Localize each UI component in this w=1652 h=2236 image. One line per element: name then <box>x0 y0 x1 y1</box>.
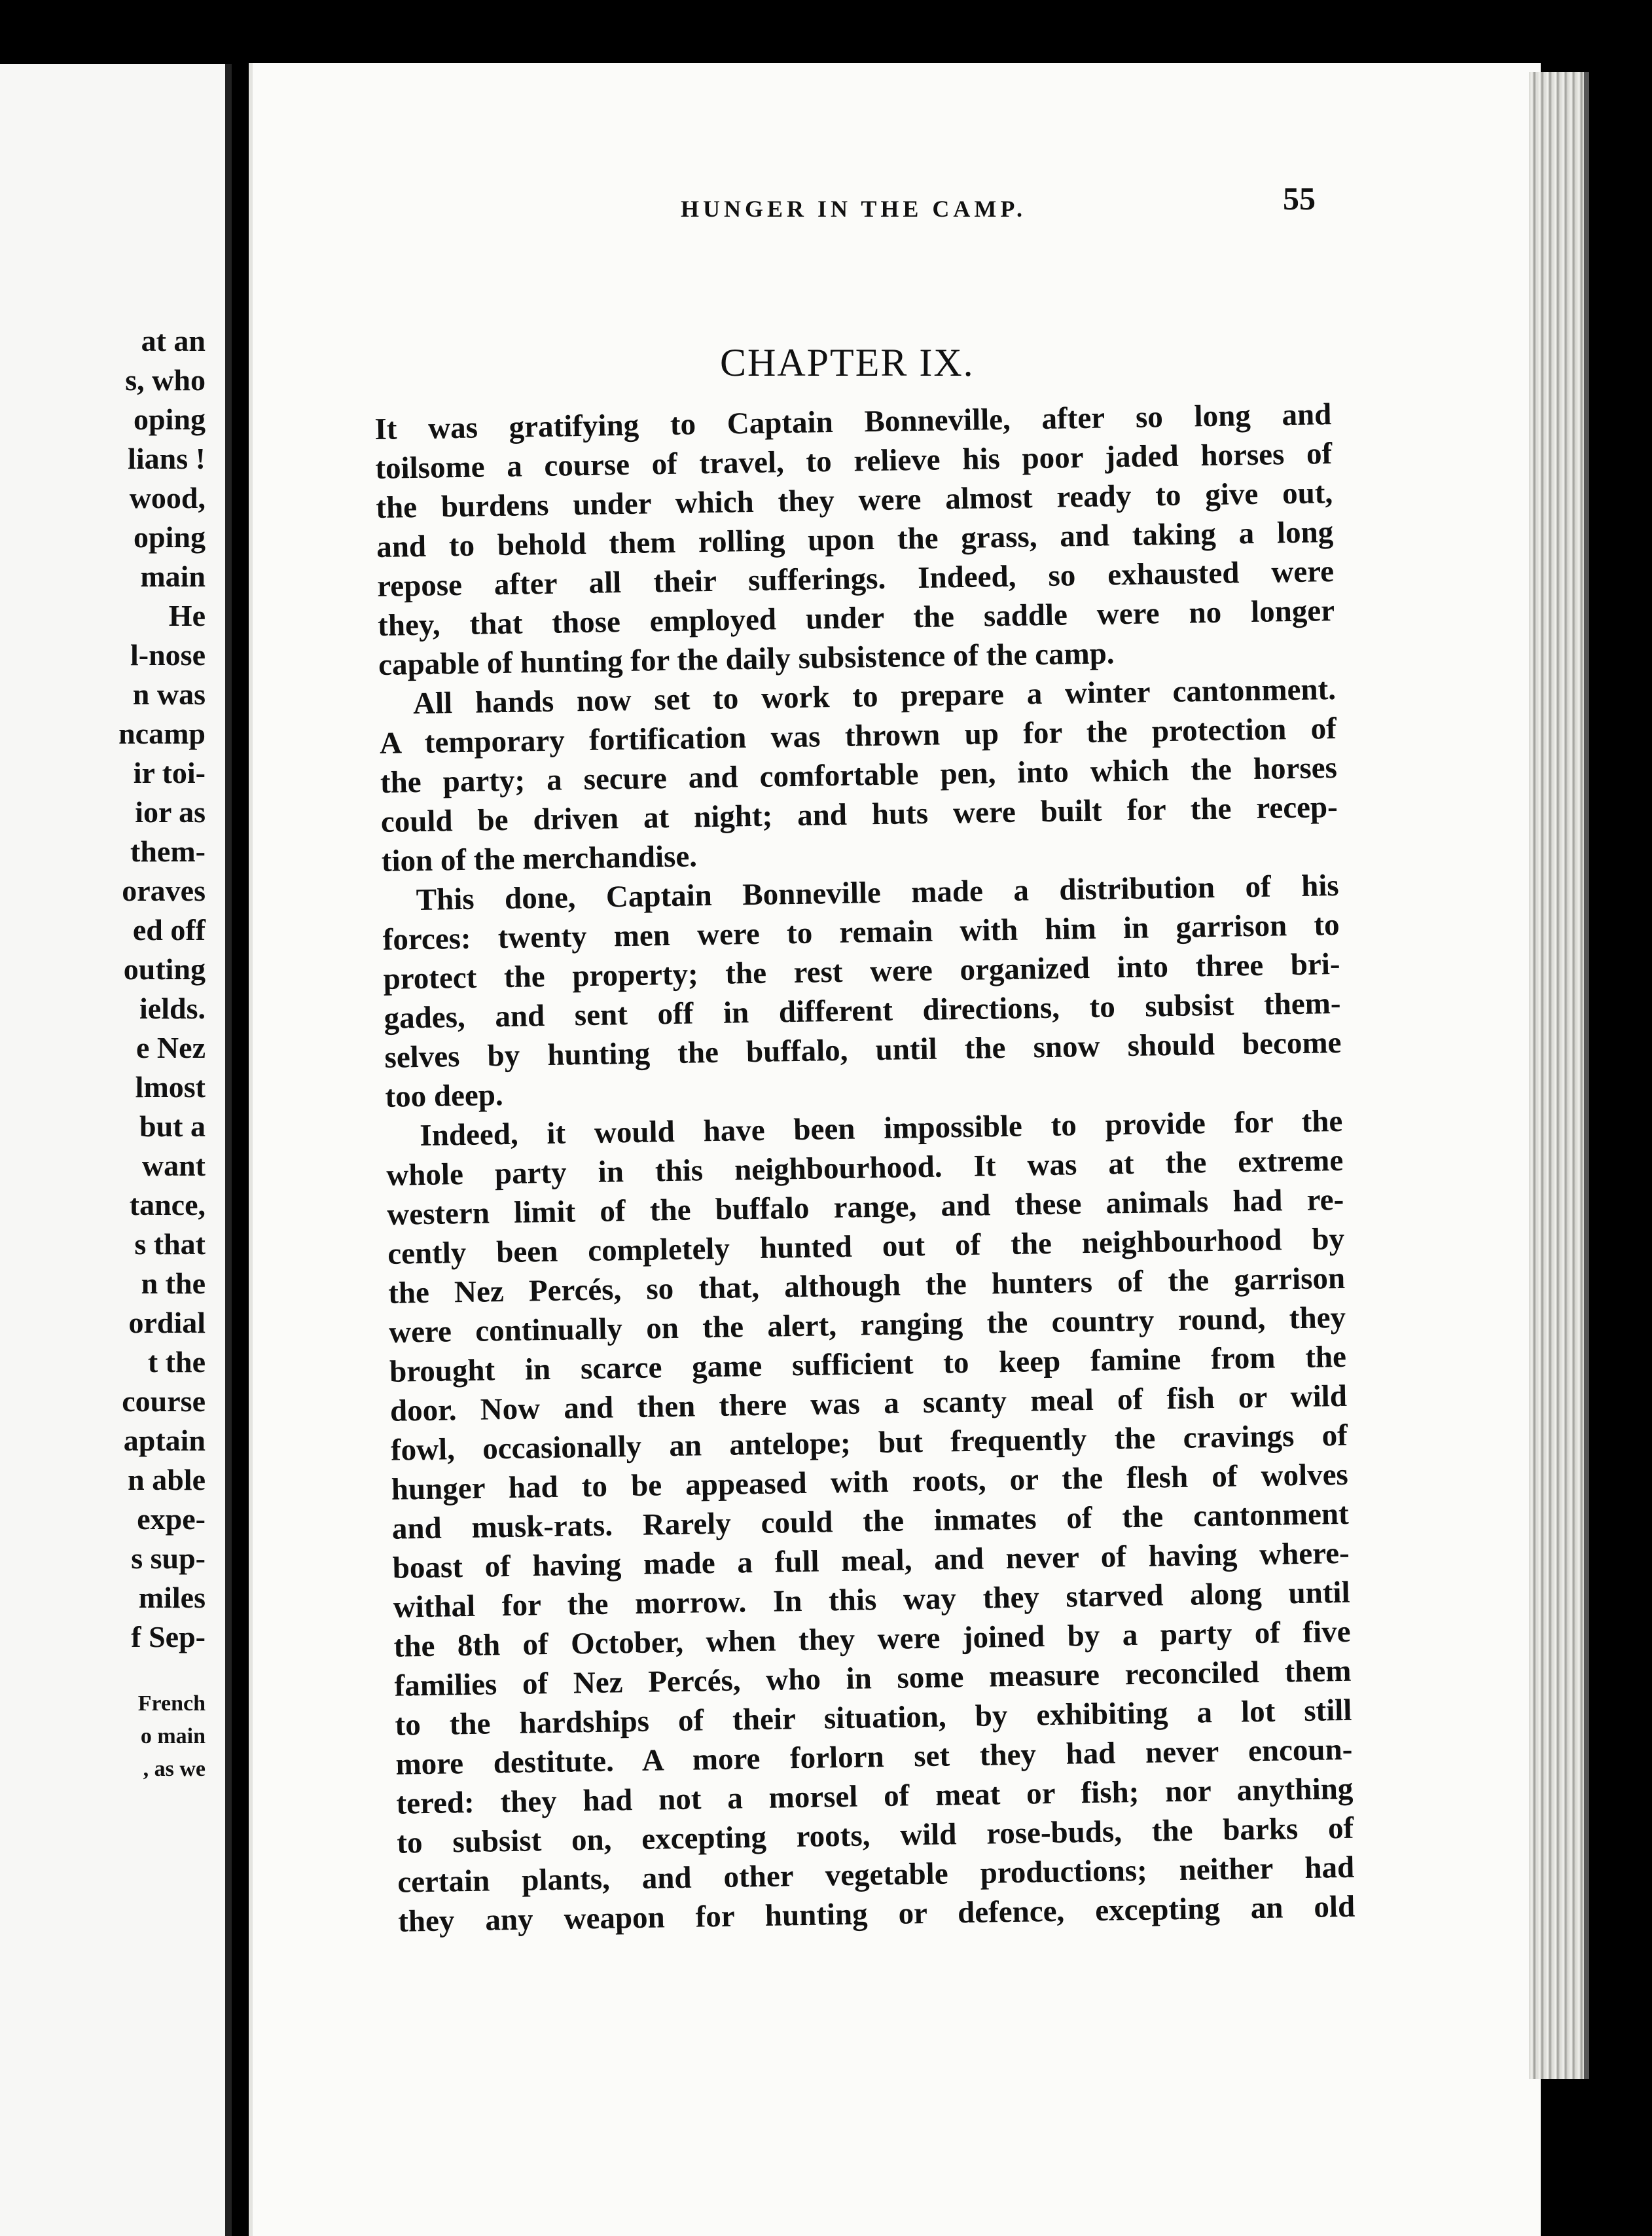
text-line: more destitute. A more forlorn set they had never encoun- <box>395 1732 1353 1782</box>
text-line: cently been completely hunted out of the neighbourhood by <box>387 1221 1345 1271</box>
facing-page-footnote-line: o main <box>140 1724 206 1748</box>
facing-page-line: course <box>122 1384 206 1418</box>
text-line: fowl, occasionally an antelope; but frequently the cravings of <box>390 1418 1348 1468</box>
facing-page-line: ordial <box>128 1306 206 1339</box>
facing-page-footnote-line: French <box>137 1691 206 1716</box>
text-line: families of Nez Percés, who in some measure reconciled them <box>394 1653 1352 1703</box>
facing-page-line: want <box>141 1149 206 1182</box>
facing-page-line: wood, <box>129 481 206 514</box>
page-number: 55 <box>1283 180 1316 217</box>
text-line: repose after all their sufferings. Indeed, so exhausted were <box>376 554 1335 604</box>
facing-page-line: main <box>140 560 206 593</box>
facing-page-line: outing <box>123 952 206 986</box>
text-line: and to behold them rolling upon the grass, and taking a long <box>376 515 1334 564</box>
text-line: the burdens under which they were almost ready to give out, <box>375 476 1333 525</box>
facing-page-line: n the <box>141 1267 206 1300</box>
text-line: tered: they had not a morsel of meat or fish; nor anything <box>396 1771 1354 1821</box>
page-edges <box>1529 72 1589 2079</box>
facing-page-line: He <box>168 599 206 632</box>
facing-page-line: ior as <box>135 795 206 829</box>
facing-page-footnote-line: , as we <box>143 1757 206 1781</box>
facing-page-line: s, who <box>125 363 206 397</box>
facing-page-line: tance, <box>129 1188 206 1221</box>
text-line: hunger had to be appeased with roots, or the flesh of wolves <box>391 1457 1349 1507</box>
text-line: the 8th of October, when they were joined by a party of five <box>393 1614 1351 1664</box>
text-line: to subsist on, excepting roots, wild rose-buds, the barks of <box>396 1811 1354 1860</box>
text-line: brought in scarce game sufficient to keep famine from the <box>389 1339 1347 1389</box>
text-line: certain plants, and other vegetable productions; neither had <box>397 1850 1355 1900</box>
text-line: could be driven at night; and huts were built for the recep- <box>380 789 1338 839</box>
facing-page-line: ir toi- <box>133 756 206 789</box>
body-text <box>374 395 1356 1941</box>
text-line: Indeed, it would have been impossible to provide for the <box>420 1104 1343 1153</box>
text-line: gades, and sent off in different directions, to subsist them- <box>384 986 1341 1036</box>
text-line: tion of the merchandise. <box>381 839 698 878</box>
facing-page-line: oping <box>134 520 206 554</box>
text-line: to the hardships of their situation, by exhibiting a lot still <box>395 1693 1352 1742</box>
facing-page-line: n was <box>132 677 206 711</box>
facing-page-line: oping <box>134 403 206 436</box>
text-line: protect the property; the rest were organized into three bri- <box>383 947 1340 996</box>
text-line: the party; a secure and comfortable pen, into which the horses <box>380 750 1338 800</box>
facing-page-line: e Nez <box>136 1031 206 1064</box>
facing-page-line: lians ! <box>128 442 206 475</box>
facing-page-line: l-nose <box>130 638 206 672</box>
facing-page-line: ed off <box>132 913 206 947</box>
text-line: door. Now and then there was a scanty meal of fish or wild <box>389 1379 1348 1428</box>
text-line: they any weapon for hunting or defence, excepting an old <box>397 1889 1356 1939</box>
text-line: were continually on the alert, ranging the country round, they <box>388 1300 1346 1350</box>
facing-page-line: miles <box>138 1581 206 1614</box>
facing-page-line: aptain <box>123 1424 206 1457</box>
facing-page-line: t the <box>147 1345 206 1379</box>
text-line: boast of having made a full meal, and never of having where- <box>392 1536 1350 1585</box>
text-line: selves by hunting the buffalo, until the snow should become <box>384 1025 1342 1075</box>
text-line: and musk-rats. Rarely could the inmates of the cantonment <box>391 1496 1350 1546</box>
facing-page-line: oraves <box>122 874 206 907</box>
facing-page-line: s that <box>134 1227 206 1261</box>
facing-page-line: f Sep- <box>131 1620 206 1653</box>
facing-page-line: expe- <box>137 1502 206 1536</box>
text-line: A temporary fortification was thrown up for the protection of <box>379 711 1337 761</box>
text-line: forces: twenty men were to remain with him in garrison to <box>382 907 1340 957</box>
text-line: It was gratifying to Captain Bonneville, after so long and <box>374 397 1332 446</box>
text-line: whole party in this neighbourhood. It was at the extreme <box>386 1143 1344 1193</box>
facing-page-line: lmost <box>135 1070 206 1104</box>
text-line: western limit of the buffalo range, and these animals had re- <box>386 1182 1344 1232</box>
facing-page-line: ields. <box>139 992 206 1025</box>
text-line: the Nez Percés, so that, although the hunters of the garrison <box>387 1261 1346 1310</box>
text-line: All hands now set to work to prepare a winter cantonment. <box>412 672 1337 721</box>
text-line: toilsome a course of travel, to relieve his poor jaded horses of <box>375 437 1333 486</box>
facing-page-line: n able <box>128 1463 206 1496</box>
chapter-title: CHAPTER IX. <box>720 341 975 384</box>
text-line: too deep. <box>385 1078 504 1114</box>
facing-page-line: ncamp <box>118 717 206 750</box>
facing-page <box>0 64 232 2236</box>
facing-page-line: at an <box>141 324 206 357</box>
text-line: This done, Captain Bonneville made a distribution of his <box>416 868 1340 918</box>
running-title: HUNGER IN THE CAMP. <box>681 196 1027 222</box>
facing-page-line: them- <box>130 835 206 868</box>
text-line: they, that those employed under the saddle were no longer <box>377 593 1335 643</box>
text-line: capable of hunting for the daily subsistence of the camp. <box>378 636 1115 682</box>
facing-page-line: s sup- <box>131 1542 206 1575</box>
text-line: withal for the morrow. In this way they starved along until <box>393 1575 1350 1625</box>
facing-page-line: but a <box>139 1109 206 1143</box>
